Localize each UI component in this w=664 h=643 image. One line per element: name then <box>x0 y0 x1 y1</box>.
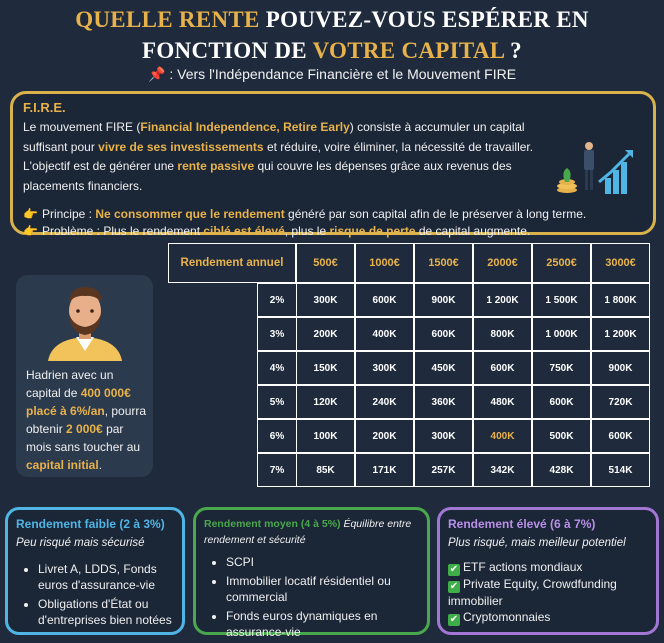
table-cell: 1 800K <box>591 283 650 317</box>
persona-t1: Hadrien avec un capital de <box>26 368 114 400</box>
fire-text-5: et réduire, voire éliminer, la nécessité de travailler. L'objectif est de générer une <box>23 139 534 173</box>
list-item-text: ETF actions mondiaux <box>463 560 583 574</box>
row-spacer <box>168 283 296 317</box>
fire-text-6: rente passive <box>177 159 255 173</box>
rate-cell: 5% <box>257 385 297 419</box>
table-cell: 300K <box>355 351 414 385</box>
table-cell: 1 200K <box>473 283 532 317</box>
persona-capital-initial: capital initial <box>26 458 99 472</box>
principle-line <box>23 206 643 223</box>
table-cell: 800K <box>473 317 532 351</box>
avatar-icon <box>46 281 124 361</box>
table-cell: 257K <box>414 453 473 487</box>
list-item: • SCPI <box>226 554 419 570</box>
card-mid-title-text: Rendement moyen (4 à 5%) <box>204 518 341 530</box>
table-cell: 428K <box>532 453 591 487</box>
table-cell: 600K <box>355 283 414 317</box>
card-high-list <box>448 559 648 626</box>
table-cell: 720K <box>591 385 650 419</box>
problem-mid: , plus le <box>284 224 330 238</box>
pointing-hand-icon: 👉 <box>23 224 38 238</box>
table-cell: 360K <box>414 385 473 419</box>
card-mid-title <box>204 516 419 548</box>
card-mid-list <box>204 554 419 640</box>
principle-label: Principe : <box>41 207 96 221</box>
table-cell: 600K <box>414 317 473 351</box>
problem-emph-2: risque de perte <box>329 224 416 238</box>
list-item <box>448 559 648 576</box>
title-part1: QUELLE RENTE <box>75 7 260 32</box>
table-cell: 900K <box>591 351 650 385</box>
problem-line <box>23 223 643 240</box>
persona-capital: 400 000€ placé à 6%/an <box>26 386 131 418</box>
row-spacer <box>168 317 296 351</box>
table-row <box>168 351 650 385</box>
title-part3: FONCTION DE <box>142 38 313 63</box>
table-cell: 150K <box>296 351 355 385</box>
header-col: 500€ <box>296 243 355 283</box>
card-low-yield <box>5 507 185 635</box>
problem-label: Problème : Plus le rendement <box>41 224 204 238</box>
list-item <box>448 576 648 609</box>
table-cell: 500K <box>532 419 591 453</box>
subtitle <box>0 66 664 83</box>
check-icon: ✔ <box>449 564 459 575</box>
row-spacer <box>168 351 296 385</box>
row-spacer <box>168 453 296 487</box>
fire-bullets <box>23 206 643 240</box>
card-mid-yield <box>193 507 430 639</box>
list-item-text: Cryptomonnaies <box>463 610 551 624</box>
persona-income: 2 000€ <box>66 422 103 436</box>
header-col: 1500€ <box>414 243 473 283</box>
table-cell: 200K <box>355 419 414 453</box>
row-spacer <box>168 419 296 453</box>
header-rendement: Rendement annuel <box>168 243 296 283</box>
table-cell: 171K <box>355 453 414 487</box>
fire-heading: F.I.R.E. <box>23 100 66 115</box>
table-cell: 240K <box>355 385 414 419</box>
table-cell: 120K <box>296 385 355 419</box>
row-spacer <box>168 385 296 419</box>
header-col: 1000€ <box>355 243 414 283</box>
table-cell: 100K <box>296 419 355 453</box>
title-part5: ? <box>504 38 522 63</box>
investor-growth-icon <box>555 138 635 198</box>
fire-text-4: vivre de ses investissements <box>98 139 264 154</box>
table-cell: 600K <box>473 351 532 385</box>
page-title <box>0 4 664 66</box>
title-part4: VOTRE CAPITAL <box>312 38 505 63</box>
table-row <box>168 453 650 487</box>
table-cell: 600K <box>532 385 591 419</box>
fire-text-7: qui couvre les dépenses grâce aux revenus des placements financiers. <box>23 159 512 193</box>
fire-description <box>23 118 563 196</box>
persona-t5: par mois sans toucher au <box>26 422 141 454</box>
table-row <box>168 317 650 351</box>
persona-t7: . <box>98 458 103 472</box>
header-col: 3000€ <box>591 243 650 283</box>
card-low-list <box>16 561 174 628</box>
problem-emph-1: ciblé est élevé <box>203 224 285 238</box>
table-cell: 514K <box>591 453 650 487</box>
list-item: • Obligations d'État ou d'entreprises bien notées <box>38 596 174 628</box>
rent-table <box>168 243 650 487</box>
check-icon: ✔ <box>449 581 459 592</box>
rate-cell: 7% <box>257 453 297 487</box>
table-row <box>168 419 650 453</box>
fire-info-box <box>10 91 656 238</box>
card-low-subtitle: Peu risqué mais sécurisé <box>16 537 145 549</box>
pointing-hand-icon: 👉 <box>23 207 38 221</box>
title-part2: POUVEZ-VOUS ESPÉRER EN <box>259 7 589 32</box>
check-icon: ✔ <box>449 614 459 625</box>
persona-card <box>16 275 153 477</box>
table-cell: 600K <box>591 419 650 453</box>
table-cell: 300K <box>414 419 473 453</box>
fire-text-1: Le mouvement FIRE ( <box>23 120 141 134</box>
principle-rest: généré par son capital afin de le préserver à long terme. <box>284 207 587 221</box>
table-cell: 400K <box>355 317 414 351</box>
list-item: • Fonds euros dynamiques en assurance-vie <box>226 608 419 640</box>
rate-cell: 3% <box>257 317 297 351</box>
header-col: 2000€ <box>473 243 532 283</box>
table-row <box>168 283 650 317</box>
fire-text-2: Financial Independence, Retire Early <box>140 120 350 134</box>
card-high-title: Rendement élevé (6 à 7%) <box>448 517 596 531</box>
pin-icon: 📌 <box>147 66 166 82</box>
table-cell: 300K <box>296 283 355 317</box>
list-item <box>448 609 648 626</box>
table-row <box>168 385 650 419</box>
table-cell: 1 000K <box>532 317 591 351</box>
problem-rest: de capital augmente. <box>415 224 531 238</box>
principle-emph: Ne consommer que le rendement <box>95 207 285 221</box>
rate-cell: 6% <box>257 419 297 453</box>
list-item: • Immobilier locatif résidentiel ou commercial <box>226 573 419 605</box>
table-header-row <box>168 243 650 283</box>
table-cell: 400K <box>473 419 532 453</box>
card-mid-subtitle: Équilibre entre rendement et sécurité <box>204 518 412 546</box>
fire-text-3: ) consiste à accumuler un capital suffisant pour <box>23 120 525 154</box>
table-cell: 450K <box>414 351 473 385</box>
card-high-subtitle: Plus risqué, mais meilleur potentiel <box>448 537 626 549</box>
rate-cell: 2% <box>257 283 297 317</box>
table-cell: 342K <box>473 453 532 487</box>
table-cell: 1 500K <box>532 283 591 317</box>
persona-text <box>26 366 150 474</box>
card-high-yield <box>437 507 659 635</box>
table-cell: 1 200K <box>591 317 650 351</box>
header-col: 2500€ <box>532 243 591 283</box>
table-cell: 750K <box>532 351 591 385</box>
table-cell: 900K <box>414 283 473 317</box>
card-low-title: Rendement faible (2 à 3%) <box>16 517 165 531</box>
rate-cell: 4% <box>257 351 297 385</box>
table-cell: 85K <box>296 453 355 487</box>
table-cell: 480K <box>473 385 532 419</box>
persona-t3: , pourra obtenir <box>26 404 147 436</box>
list-item: • Livret A, LDDS, Fonds euros d'assurance-vie <box>38 561 174 593</box>
subtitle-text: : Vers l'Indépendance Financière et le Mouvement FIRE <box>169 66 517 82</box>
table-cell: 200K <box>296 317 355 351</box>
list-item-text: Private Equity, Crowdfunding immobilier <box>448 577 617 608</box>
